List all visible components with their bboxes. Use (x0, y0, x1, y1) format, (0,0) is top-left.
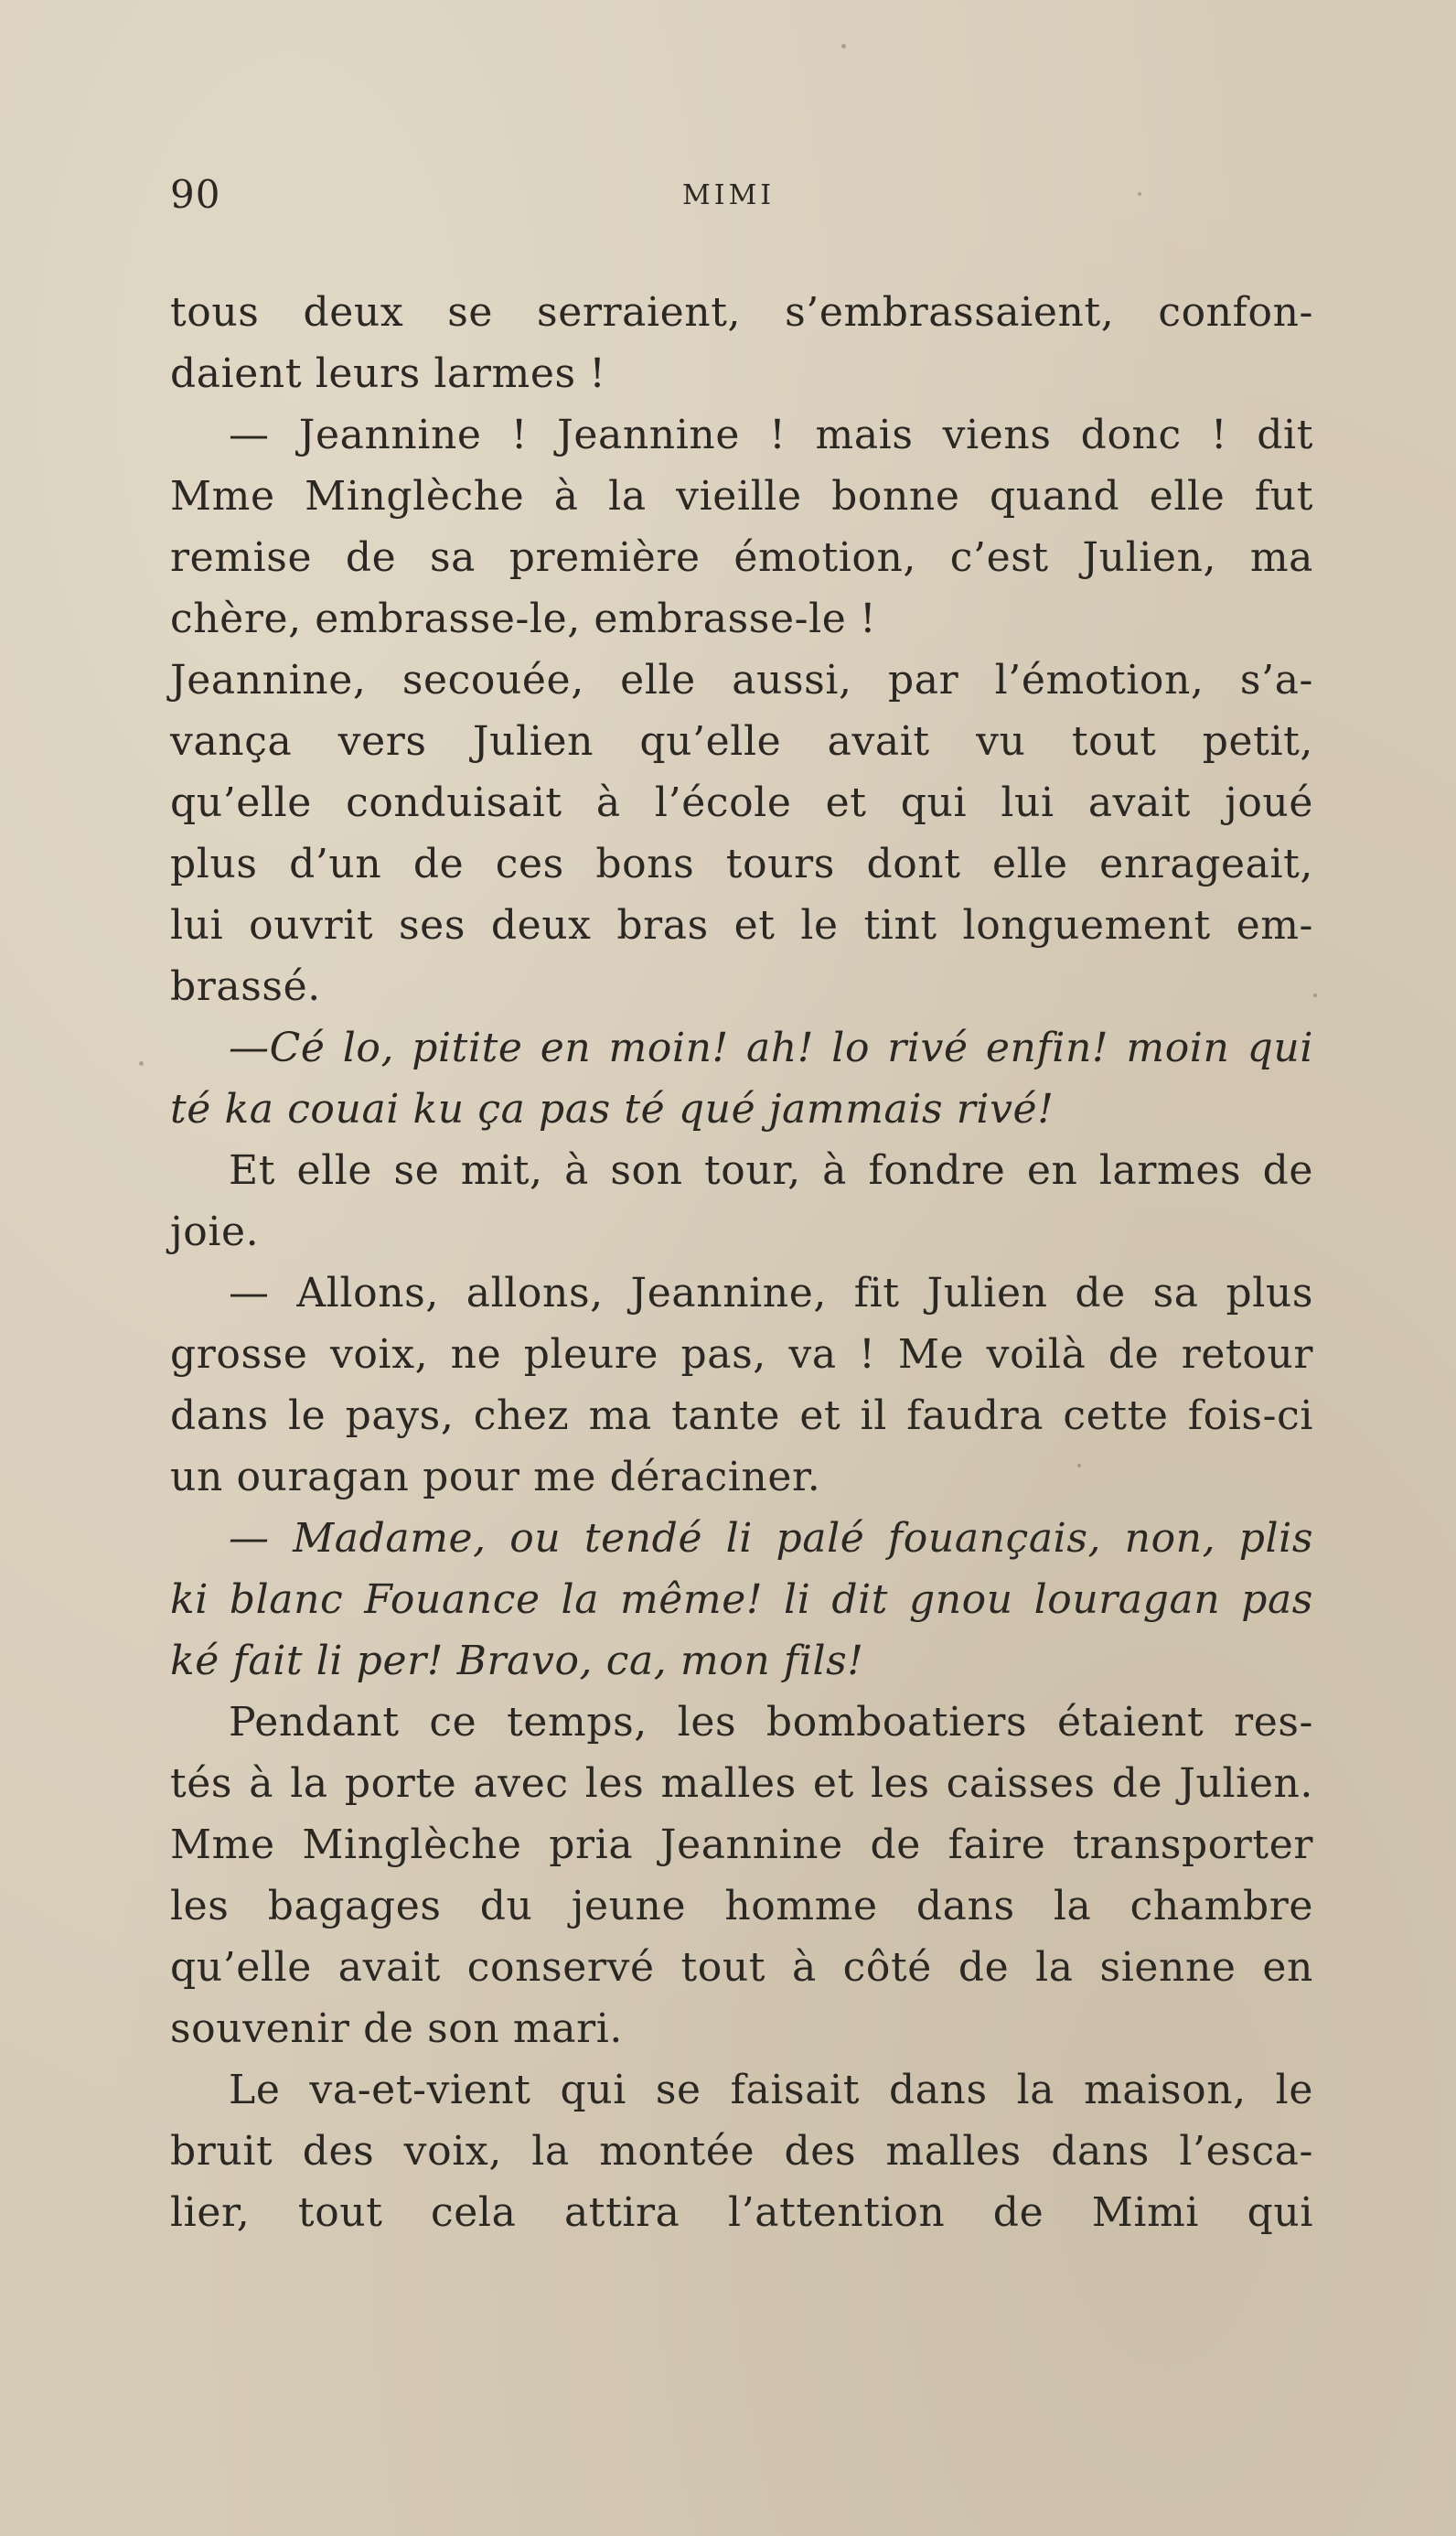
text-line: Mme Minglèche pria Jeannine de faire transporter (170, 1821, 1313, 1868)
text-line: —Cé lo, pitite en moin! ah! lo rivé enfin! moin qui (229, 1025, 1313, 1071)
text-line: — Jeannine ! Jeannine ! mais viens donc ! dit (229, 412, 1313, 458)
text-line: Et elle se mit, à son tour, à fondre en larmes de (229, 1147, 1313, 1194)
text-line: bruit des voix, la montée des malles dans l’esca- (170, 2128, 1313, 2175)
text-line: les bagages du jeune homme dans la chambre (170, 1883, 1313, 1929)
text-line: ki blanc Fouance la même! li dit gnou louragan pas (170, 1576, 1313, 1623)
text-line: ké fait li per! Bravo, ca, mon fils! (170, 1638, 864, 1684)
text-line: un ouragan pour me déraciner. (170, 1454, 821, 1500)
text-line: remise de sa première émotion, c’est Julien, ma (170, 534, 1313, 581)
text-line: chère, embrasse-le, embrasse-le ! (170, 596, 877, 642)
text-line: vança vers Julien qu’elle avait vu tout petit, (170, 718, 1313, 765)
text-line: daient leurs larmes ! (170, 350, 606, 397)
page-header (170, 172, 1313, 227)
text-line: Pendant ce temps, les bomboatiers étaient res- (229, 1699, 1313, 1746)
text-line: Mme Minglèche à la vieille bonne quand elle fut (170, 473, 1313, 520)
text-line: lui ouvrit ses deux bras et le tint longuement em- (170, 902, 1313, 949)
page-number: 90 (170, 172, 221, 217)
body-text (170, 282, 1313, 2243)
text-line: qu’elle conduisait à l’école et qui lui avait joué (170, 779, 1313, 826)
running-title: MIMI (682, 179, 776, 211)
text-line: Jeannine, secouée, elle aussi, par l’émotion, s’a- (170, 657, 1313, 704)
text-line: souvenir de son mari. (170, 2005, 623, 2052)
paper-speck (1077, 1464, 1081, 1467)
text-line: plus d’un de ces bons tours dont elle enrageait, (170, 841, 1313, 887)
text-line: Le va-et-vient qui se faisait dans la maison, le (229, 2067, 1313, 2113)
text-line: tous deux se serraient, s’embrassaient, confon- (170, 289, 1313, 336)
text-line: — Madame, ou tendé li palé fouançais, non, plis (229, 1515, 1313, 1562)
text-line: joie. (170, 1209, 260, 1255)
paper-speck (1138, 192, 1141, 196)
text-line: lier, tout cela attira l’attention de Mimi qui (170, 2189, 1313, 2236)
text-line: té ka couai ku ça pas té qué jammais rivé! (170, 1086, 1055, 1133)
text-line: qu’elle avait conservé tout à côté de la sienne en (170, 1944, 1313, 1991)
text-line: — Allons, allons, Jeannine, fit Julien de sa plus (229, 1270, 1313, 1316)
paper-speck (139, 1061, 144, 1066)
text-line: tés à la porte avec les malles et les caisses de Julien. (170, 1760, 1313, 1807)
paper-speck (1313, 994, 1317, 997)
paper-speck (841, 44, 846, 48)
text-line: grosse voix, ne pleure pas, va ! Me voilà de retour (170, 1331, 1313, 1378)
text-line: brassé. (170, 963, 321, 1010)
text-line: dans le pays, chez ma tante et il faudra cette fois-ci (170, 1392, 1313, 1439)
